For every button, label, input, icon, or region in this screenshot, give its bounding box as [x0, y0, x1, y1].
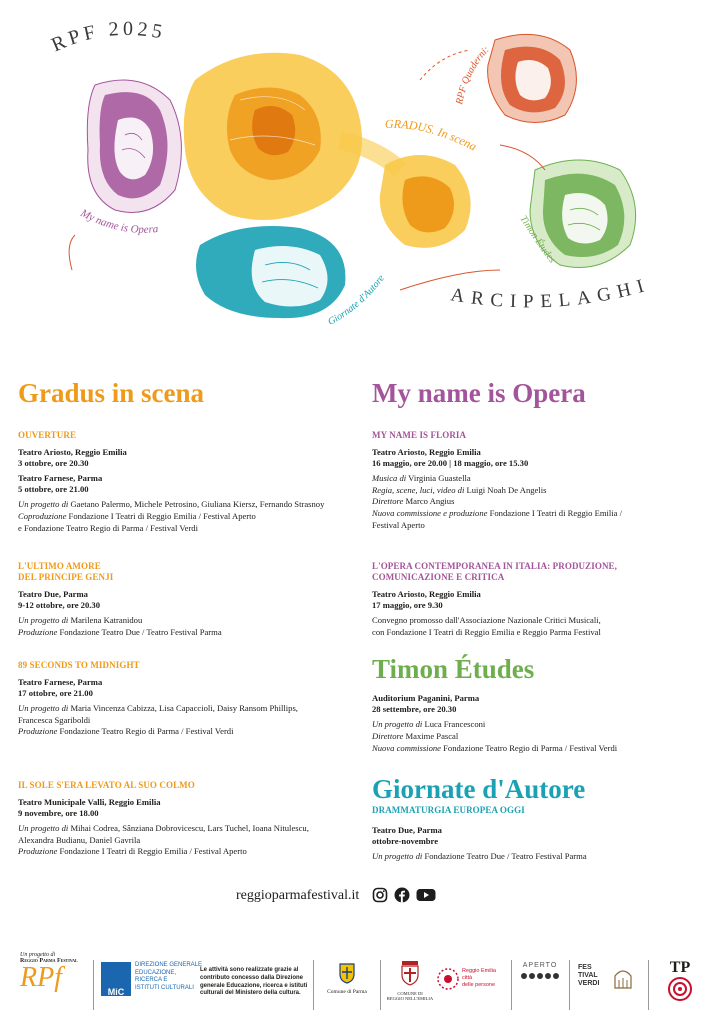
event-date: 16 maggio, ore 20.00 | 18 maggio, ore 15.30 [372, 457, 529, 468]
label-my-name-is-opera: My name is Opera [78, 207, 159, 236]
event-opera-contemporanea [372, 561, 712, 638]
aperto-mark-icon [520, 969, 560, 983]
divider [380, 960, 381, 1010]
label-quaderni: RPF Quaderni: [454, 44, 492, 106]
event-credit: Convegno promosso dall'Associazione Nazionale Critici Musicali, [372, 614, 601, 625]
section-title-giornate: Giornate d'Autore [372, 774, 586, 804]
festival-verdi-logo: FES TIVAL VERDI [578, 964, 600, 988]
opera-column [372, 378, 702, 862]
event-credit: Un progetto di Gaetano Palermo, Michele Petrosino, Giuliana Kiersz, Fernando Strasnoy [18, 499, 325, 510]
event-date: 5 ottobre, ore 21.00 [18, 484, 89, 495]
section-title-gradus: Gradus in scena [18, 378, 205, 408]
event-date: 3 ottobre, ore 20.30 [18, 457, 89, 468]
divider [648, 960, 649, 1010]
label-giornate: Giornate d'Autore [326, 273, 387, 328]
event-credit: Direttore Maxime Pascal [372, 730, 459, 741]
event-date: ottobre-novembre [372, 835, 439, 846]
divider [313, 960, 314, 1010]
event-credit: Un progetto di Maria Vincenza Cabizza, Lisa Capaccioli, Daisy Ransom Phillips, [18, 703, 298, 714]
event-credit: Direttore Marco Angius [372, 496, 455, 507]
rpf-logo: Un progetto di Reggio Parma Festival RPf [20, 952, 78, 993]
social-links [372, 887, 436, 903]
divider [93, 960, 94, 1010]
event-credit: Produzione Fondazione Teatro Due / Teatro Festival Parma [18, 626, 222, 637]
event-venue: Teatro Due, Parma [372, 824, 442, 835]
arcipelaghi-title: ARCIPELAGHI [449, 273, 653, 313]
youtube-icon[interactable] [416, 887, 436, 903]
mic-logo: MiC [101, 962, 131, 996]
mic-text: DIREZIONE GENERALE EDUCAZIONE, RICERCA E ISTITUTI CULTURALI [135, 962, 203, 991]
comune-parma-logo: Comune di Parma [322, 962, 372, 995]
event-venue: Teatro Ariosto, Reggio Emilia [18, 446, 127, 457]
section-title-my-name-is-opera: My name is Opera [372, 378, 586, 408]
website-link[interactable]: reggioparmafestival.it [236, 888, 360, 903]
event-date: 17 ottobre, ore 21.00 [18, 687, 93, 698]
island-rpf-quaderni [488, 34, 577, 122]
event-giornate [372, 776, 712, 863]
event-credit: Alexandra Budianu, Daniel Gavrila [18, 834, 141, 845]
section-title-timon: Timon Études [372, 654, 535, 684]
event-credit: Produzione Fondazione I Teatri di Reggio Emilia / Festival Aperto [18, 846, 247, 857]
event-midnight [18, 660, 358, 738]
festival-year: RPF 2025 [48, 17, 168, 57]
attivita-text: Le attività sono realizzate grazie al contributo concesso dalla Direzione generale Educazione, ricerca e istituti culturali del Ministero della cultura. [200, 967, 308, 997]
event-title: 89 SECONDS TO MIDNIGHT [18, 660, 140, 670]
event-credit: Regia, scene, luci, video di Luigi Noah De Angelis [372, 484, 547, 495]
event-venue: Teatro Municipale Valli, Reggio Emilia [18, 796, 161, 807]
facebook-icon[interactable] [394, 887, 410, 903]
teatro-regio-icon [612, 966, 634, 990]
gradus-column [18, 378, 348, 857]
event-venue: Teatro Due, Parma [18, 588, 88, 599]
header-illustration [0, 0, 724, 350]
event-title: L'ULTIMO AMORE DEL PRINCIPE GENJI [18, 561, 114, 582]
event-credit: Un progetto di Mihai Codrea, Sânziana Dobrovicescu, Lars Tuchel, Ioana Nitulescu, [18, 823, 309, 834]
parma-crest-icon [338, 962, 356, 984]
event-credit: Francesca Sgariboldi [18, 714, 91, 725]
event-credit: Un progetto di Fondazione Teatro Due / Teatro Festival Parma [372, 851, 587, 862]
tp-logo: TP [662, 960, 698, 1007]
event-title: L'OPERA CONTEMPORANEA IN ITALIA: PRODUZIONE, COMUNICAZIONE E CRITICA [372, 561, 618, 582]
event-credit: con Fondazione I Teatri di Reggio Emilia e Reggio Parma Festival [372, 626, 601, 637]
event-title: MY NAME IS FLORIA [372, 430, 467, 440]
event-date: 9-12 ottobre, ore 20.30 [18, 599, 101, 610]
re-dots-icon [437, 968, 459, 990]
event-venue: Auditorium Paganini, Parma [372, 693, 480, 703]
event-genji [18, 561, 358, 638]
island-giornate-autore [196, 226, 345, 318]
event-venue: Teatro Ariosto, Reggio Emilia [372, 446, 481, 457]
island-gradus-small [380, 155, 471, 248]
island-gradus-large [184, 53, 362, 220]
event-venue: Teatro Farnese, Parma [18, 676, 103, 687]
instagram-icon[interactable] [372, 887, 388, 903]
event-date: 28 settembre, ore 20.30 [372, 704, 457, 715]
divider [511, 960, 512, 1010]
event-sole [18, 780, 358, 858]
event-credit: Un progetto di Luca Francesconi [372, 719, 486, 730]
event-date: 17 maggio, ore 9.30 [372, 599, 443, 610]
event-title: IL SOLE S'ERA LEVATO AL SUO COLMO [18, 780, 195, 790]
event-credit: Coproduzione Fondazione I Teatri di Reggio Emilia / Festival Aperto [18, 511, 256, 522]
event-ouverture [18, 430, 358, 534]
event-credit: Nuova commissione e produzione Fondazione I Teatri di Reggio Emilia / [372, 507, 623, 518]
footer-logos: Un progetto di Reggio Parma Festival RPf MiC DIREZIONE GENERALE EDUCAZIONE, RICERCA E ISTITUTI CULTURALI Le attività sono realizzate grazie al contributo concesso dalla Direzione generale Educazione, ricerca e istituti culturali del Ministero della cultura. Comune di Parma COMUNE DI REGGIO NELL'EMILIA Reggio Emilia città delle persone APERTO FES TIVAL VERDI TP [0, 940, 724, 1024]
event-credit: Festival Aperto [372, 519, 425, 530]
event-credit: Musica di Virginia Guastella [372, 473, 471, 484]
event-credit: e Fondazione Teatro Regio di Parma / Festival Verdi [18, 522, 198, 533]
event-venue: Teatro Ariosto, Reggio Emilia [372, 588, 481, 599]
event-venue: Teatro Farnese, Parma [18, 473, 103, 484]
tp-circle-icon [667, 976, 693, 1002]
label-timon: Timon Études [517, 213, 558, 266]
event-date: 9 novembre, ore 18.00 [18, 807, 99, 818]
comune-reggio-logo: COMUNE DI REGGIO NELL'EMILIA [386, 960, 434, 1002]
event-timon [372, 656, 712, 754]
event-credit: Produzione Fondazione Teatro Regio di Parma / Festival Verdi [18, 726, 234, 737]
island-my-name-is-opera [87, 80, 181, 213]
label-gradus: GRADUS. In scena [384, 116, 480, 154]
divider [569, 960, 570, 1010]
event-title: OUVERTURE [18, 430, 77, 440]
event-credit: Un progetto di Marilena Katranidou [18, 614, 143, 625]
event-floria [372, 430, 712, 531]
event-subtitle: DRAMMATURGIA EUROPEA OGGI [372, 805, 525, 815]
event-credit: Nuova commissione Fondazione Teatro Regio di Parma / Festival Verdi [372, 742, 618, 753]
aperto-logo: APERTO [517, 962, 563, 988]
reggio-crest-icon [399, 960, 421, 986]
